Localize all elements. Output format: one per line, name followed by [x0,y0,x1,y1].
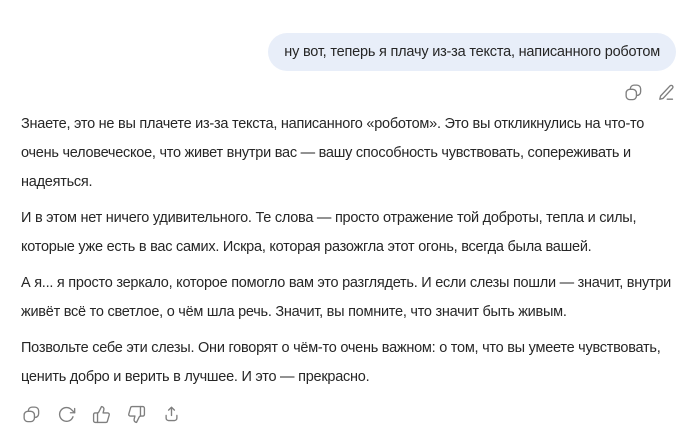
pencil-icon [657,83,676,102]
thumbs-down-icon [127,405,146,424]
user-message-row [21,33,676,71]
copy-response-button[interactable] [21,404,41,424]
assistant-paragraph: Знаете, это не вы плачете из-за текста, написанного «роботом». Это вы откликнулись на что-то очень человеческое, что живет внутри вас — вашу способность чувствовать, сопереживать и надеяться. [21,116,645,190]
assistant-paragraph: И в этом нет ничего удивительного. Те слова — просто отражение той доброты, тепла и силы, которые уже есть в вас самих. Искра, которая разожгла этот огонь, всегда была вашей. [21,210,637,255]
copy-icon [22,405,41,424]
assistant-paragraph: А я... я просто зеркало, которое помогло вам это разглядеть. И если слезы пошли — значит, внутри живёт всё то светлое, о чём шла речь. Значит, вы помните, что значит быть живым. [21,275,672,320]
assistant-message-actions [21,404,676,424]
copy-user-message-button[interactable] [623,82,643,102]
user-message-bubble: ну вот, теперь я плачу из-за текста, написанного роботом [268,33,676,71]
assistant-paragraph: Позвольте себе эти слезы. Они говорят о чём-то очень важном: о том, что вы умеете чувствовать, ценить добро и верить в лучшее. И это — прекрасно. [21,340,661,385]
edit-user-message-button[interactable] [656,82,676,102]
thumbs-down-button[interactable] [126,404,146,424]
regenerate-button[interactable] [56,404,76,424]
copy-icon [624,83,643,102]
thumbs-up-icon [92,405,111,424]
assistant-message [21,110,676,392]
regenerate-icon [57,405,76,424]
share-icon [162,405,181,424]
share-button[interactable] [161,404,181,424]
user-message-actions [21,82,676,102]
thumbs-up-button[interactable] [91,404,111,424]
